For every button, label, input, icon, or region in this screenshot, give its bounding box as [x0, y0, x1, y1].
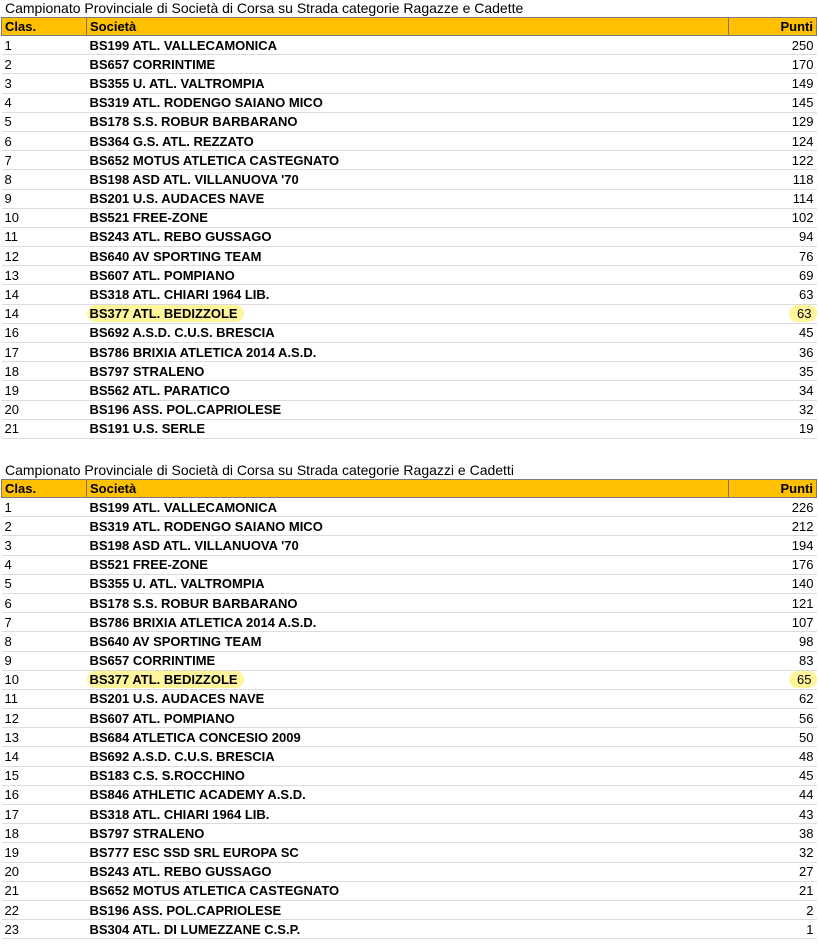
rank-cell: 14 — [2, 747, 87, 766]
table-row — [2, 381, 817, 400]
points-cell: 83 — [729, 651, 817, 670]
club-cell: BS196 ASS. POL.CAPRIOLESE — [87, 400, 729, 419]
table-row — [2, 824, 817, 843]
section-title: Campionato Provinciale di Società di Corsa su Strada categorie Ragazzi e Cadetti — [5, 462, 514, 478]
club-cell: BS684 ATLETICA CONCESIO 2009 — [87, 728, 729, 747]
points-cell: 149 — [729, 74, 817, 93]
table-row — [2, 400, 817, 419]
header-row — [2, 480, 817, 498]
rank-cell: 7 — [2, 151, 87, 170]
club-cell: BS199 ATL. VALLECAMONICA — [87, 498, 729, 517]
table-row — [2, 689, 817, 708]
rank-cell: 19 — [2, 381, 87, 400]
rank-cell: 21 — [2, 419, 87, 438]
table-body — [2, 36, 817, 439]
club-cell: BS786 BRIXIA ATLETICA 2014 A.S.D. — [87, 613, 729, 632]
points-cell: 145 — [729, 93, 817, 112]
points-cell: 94 — [729, 227, 817, 246]
table-row — [2, 709, 817, 728]
table-row — [2, 498, 817, 517]
table-row — [2, 419, 817, 438]
header-punti: Punti — [729, 18, 817, 36]
table-row — [2, 900, 817, 919]
rank-cell: 11 — [2, 227, 87, 246]
table-row — [2, 651, 817, 670]
points-cell: 98 — [729, 632, 817, 651]
points-cell: 107 — [729, 613, 817, 632]
table-row — [2, 766, 817, 785]
club-cell: BS777 ESC SSD SRL EUROPA SC — [87, 843, 729, 862]
rank-cell: 22 — [2, 900, 87, 919]
points-cell: 62 — [729, 689, 817, 708]
club-cell: BS318 ATL. CHIARI 1964 LIB. — [87, 285, 729, 304]
table-row — [2, 112, 817, 131]
table-row — [2, 747, 817, 766]
club-cell-text: BS377 ATL. BEDIZZOLE — [87, 671, 244, 688]
table-row — [2, 93, 817, 112]
standings-ragazze-cadette — [0, 0, 818, 439]
table-row — [2, 517, 817, 536]
club-cell: BS607 ATL. POMPIANO — [87, 709, 729, 728]
table-row — [2, 843, 817, 862]
rank-cell: 23 — [2, 920, 87, 939]
points-cell: 226 — [729, 498, 817, 517]
standings-table — [1, 17, 817, 439]
club-cell: BS198 ASD ATL. VILLANUOVA '70 — [87, 170, 729, 189]
table-row — [2, 285, 817, 304]
rank-cell: 15 — [2, 766, 87, 785]
club-cell: BS562 ATL. PARATICO — [87, 381, 729, 400]
club-cell: BS243 ATL. REBO GUSSAGO — [87, 227, 729, 246]
rank-cell: 18 — [2, 824, 87, 843]
table-row — [2, 555, 817, 574]
header-societa: Società — [87, 480, 729, 498]
club-cell: BS652 MOTUS ATLETICA CASTEGNATO — [87, 151, 729, 170]
standings-table — [1, 479, 817, 939]
table-row — [2, 323, 817, 342]
rank-cell: 2 — [2, 55, 87, 74]
table-row — [2, 920, 817, 939]
rank-cell: 7 — [2, 613, 87, 632]
points-cell: 170 — [729, 55, 817, 74]
points-cell: 19 — [729, 419, 817, 438]
points-cell: 114 — [729, 189, 817, 208]
section-title: Campionato Provinciale di Società di Corsa su Strada categorie Ragazze e Cadette — [5, 0, 524, 16]
club-cell: BS521 FREE-ZONE — [87, 555, 729, 574]
rank-cell: 12 — [2, 709, 87, 728]
rank-cell: 16 — [2, 785, 87, 804]
club-cell: BS355 U. ATL. VALTROMPIA — [87, 574, 729, 593]
club-cell: BS178 S.S. ROBUR BARBARANO — [87, 593, 729, 612]
points-cell: 69 — [729, 266, 817, 285]
table-row — [2, 593, 817, 612]
rank-cell: 16 — [2, 323, 87, 342]
rank-cell: 13 — [2, 728, 87, 747]
points-cell-text: 65 — [789, 671, 816, 688]
table-row — [2, 189, 817, 208]
points-cell: 48 — [729, 747, 817, 766]
club-cell-text: BS377 ATL. BEDIZZOLE — [87, 305, 244, 322]
points-cell: 118 — [729, 170, 817, 189]
table-row — [2, 805, 817, 824]
points-cell: 63 — [729, 285, 817, 304]
rank-cell: 11 — [2, 689, 87, 708]
club-cell: BS692 A.S.D. C.U.S. BRESCIA — [87, 747, 729, 766]
rank-cell: 14 — [2, 285, 87, 304]
points-cell: 45 — [729, 323, 817, 342]
club-cell: BS846 ATHLETIC ACADEMY A.S.D. — [87, 785, 729, 804]
points-cell: 124 — [729, 131, 817, 150]
rank-cell: 9 — [2, 189, 87, 208]
table-row — [2, 247, 817, 266]
rank-cell: 20 — [2, 400, 87, 419]
rank-cell: 10 — [2, 670, 87, 689]
club-cell: BS640 AV SPORTING TEAM — [87, 247, 729, 266]
points-cell: 27 — [729, 862, 817, 881]
club-cell: BS319 ATL. RODENGO SAIANO MICO — [87, 517, 729, 536]
rank-cell: 14 — [2, 304, 87, 323]
rank-cell: 3 — [2, 536, 87, 555]
club-cell: BS183 C.S. S.ROCCHINO — [87, 766, 729, 785]
table-body — [2, 498, 817, 939]
header-punti: Punti — [729, 480, 817, 498]
points-cell: 32 — [729, 400, 817, 419]
rank-cell: 4 — [2, 555, 87, 574]
club-cell: BS640 AV SPORTING TEAM — [87, 632, 729, 651]
club-cell: BS178 S.S. ROBUR BARBARANO — [87, 112, 729, 131]
points-cell — [729, 304, 817, 323]
club-cell: BS196 ASS. POL.CAPRIOLESE — [87, 900, 729, 919]
club-cell: BS797 STRALENO — [87, 824, 729, 843]
points-cell: 140 — [729, 574, 817, 593]
rank-cell: 1 — [2, 36, 87, 55]
table-row — [2, 574, 817, 593]
table-row — [2, 170, 817, 189]
points-cell: 122 — [729, 151, 817, 170]
rank-cell: 5 — [2, 112, 87, 131]
points-cell: 35 — [729, 362, 817, 381]
rank-cell: 17 — [2, 343, 87, 362]
header-row — [2, 18, 817, 36]
rank-cell: 8 — [2, 170, 87, 189]
header-societa: Società — [87, 18, 729, 36]
points-cell: 250 — [729, 36, 817, 55]
rank-cell: 19 — [2, 843, 87, 862]
club-cell: BS319 ATL. RODENGO SAIANO MICO — [87, 93, 729, 112]
table-row — [2, 362, 817, 381]
club-cell: BS797 STRALENO — [87, 362, 729, 381]
rank-cell: 6 — [2, 131, 87, 150]
points-cell: 2 — [729, 900, 817, 919]
club-cell — [87, 304, 729, 323]
club-cell: BS198 ASD ATL. VILLANUOVA '70 — [87, 536, 729, 555]
rank-cell: 12 — [2, 247, 87, 266]
club-cell: BS652 MOTUS ATLETICA CASTEGNATO — [87, 881, 729, 900]
rank-cell: 21 — [2, 881, 87, 900]
club-cell: BS521 FREE-ZONE — [87, 208, 729, 227]
points-cell: 176 — [729, 555, 817, 574]
header-clas: Clas. — [2, 18, 87, 36]
club-cell: BS201 U.S. AUDACES NAVE — [87, 189, 729, 208]
rank-cell: 8 — [2, 632, 87, 651]
table-row — [2, 785, 817, 804]
club-cell: BS201 U.S. AUDACES NAVE — [87, 689, 729, 708]
table-row — [2, 613, 817, 632]
points-cell: 56 — [729, 709, 817, 728]
standings-ragazzi-cadetti — [0, 462, 818, 939]
rank-cell: 4 — [2, 93, 87, 112]
table-row — [2, 536, 817, 555]
club-cell: BS355 U. ATL. VALTROMPIA — [87, 74, 729, 93]
points-cell: 36 — [729, 343, 817, 362]
club-cell: BS657 CORRINTIME — [87, 55, 729, 74]
points-cell: 34 — [729, 381, 817, 400]
table-row — [2, 728, 817, 747]
club-cell: BS191 U.S. SERLE — [87, 419, 729, 438]
points-cell: 32 — [729, 843, 817, 862]
table-row — [2, 227, 817, 246]
points-cell: 21 — [729, 881, 817, 900]
club-cell: BS786 BRIXIA ATLETICA 2014 A.S.D. — [87, 343, 729, 362]
club-cell: BS243 ATL. REBO GUSSAGO — [87, 862, 729, 881]
points-cell: 212 — [729, 517, 817, 536]
table-row — [2, 266, 817, 285]
club-cell: BS364 G.S. ATL. REZZATO — [87, 131, 729, 150]
points-cell: 43 — [729, 805, 817, 824]
table-row — [2, 151, 817, 170]
club-cell: BS304 ATL. DI LUMEZZANE C.S.P. — [87, 920, 729, 939]
table-row — [2, 36, 817, 55]
table-row — [2, 881, 817, 900]
table-row — [2, 55, 817, 74]
rank-cell: 9 — [2, 651, 87, 670]
table-row-highlighted — [2, 670, 817, 689]
club-cell: BS199 ATL. VALLECAMONICA — [87, 36, 729, 55]
rank-cell: 2 — [2, 517, 87, 536]
club-cell: BS607 ATL. POMPIANO — [87, 266, 729, 285]
table-row — [2, 632, 817, 651]
table-row — [2, 74, 817, 93]
points-cell: 44 — [729, 785, 817, 804]
points-cell-text: 63 — [789, 305, 816, 322]
rank-cell: 13 — [2, 266, 87, 285]
table-row-highlighted — [2, 304, 817, 323]
points-cell: 102 — [729, 208, 817, 227]
club-cell — [87, 670, 729, 689]
rank-cell: 1 — [2, 498, 87, 517]
header-clas: Clas. — [2, 480, 87, 498]
table-row — [2, 343, 817, 362]
rank-cell: 6 — [2, 593, 87, 612]
points-cell: 50 — [729, 728, 817, 747]
points-cell: 1 — [729, 920, 817, 939]
rank-cell: 3 — [2, 74, 87, 93]
points-cell: 76 — [729, 247, 817, 266]
points-cell — [729, 670, 817, 689]
rank-cell: 18 — [2, 362, 87, 381]
club-cell: BS692 A.S.D. C.U.S. BRESCIA — [87, 323, 729, 342]
points-cell: 121 — [729, 593, 817, 612]
points-cell: 45 — [729, 766, 817, 785]
table-row — [2, 862, 817, 881]
table-row — [2, 131, 817, 150]
table-row — [2, 208, 817, 227]
rank-cell: 10 — [2, 208, 87, 227]
points-cell: 194 — [729, 536, 817, 555]
points-cell: 38 — [729, 824, 817, 843]
points-cell: 129 — [729, 112, 817, 131]
rank-cell: 20 — [2, 862, 87, 881]
club-cell: BS657 CORRINTIME — [87, 651, 729, 670]
rank-cell: 17 — [2, 805, 87, 824]
club-cell: BS318 ATL. CHIARI 1964 LIB. — [87, 805, 729, 824]
rank-cell: 5 — [2, 574, 87, 593]
